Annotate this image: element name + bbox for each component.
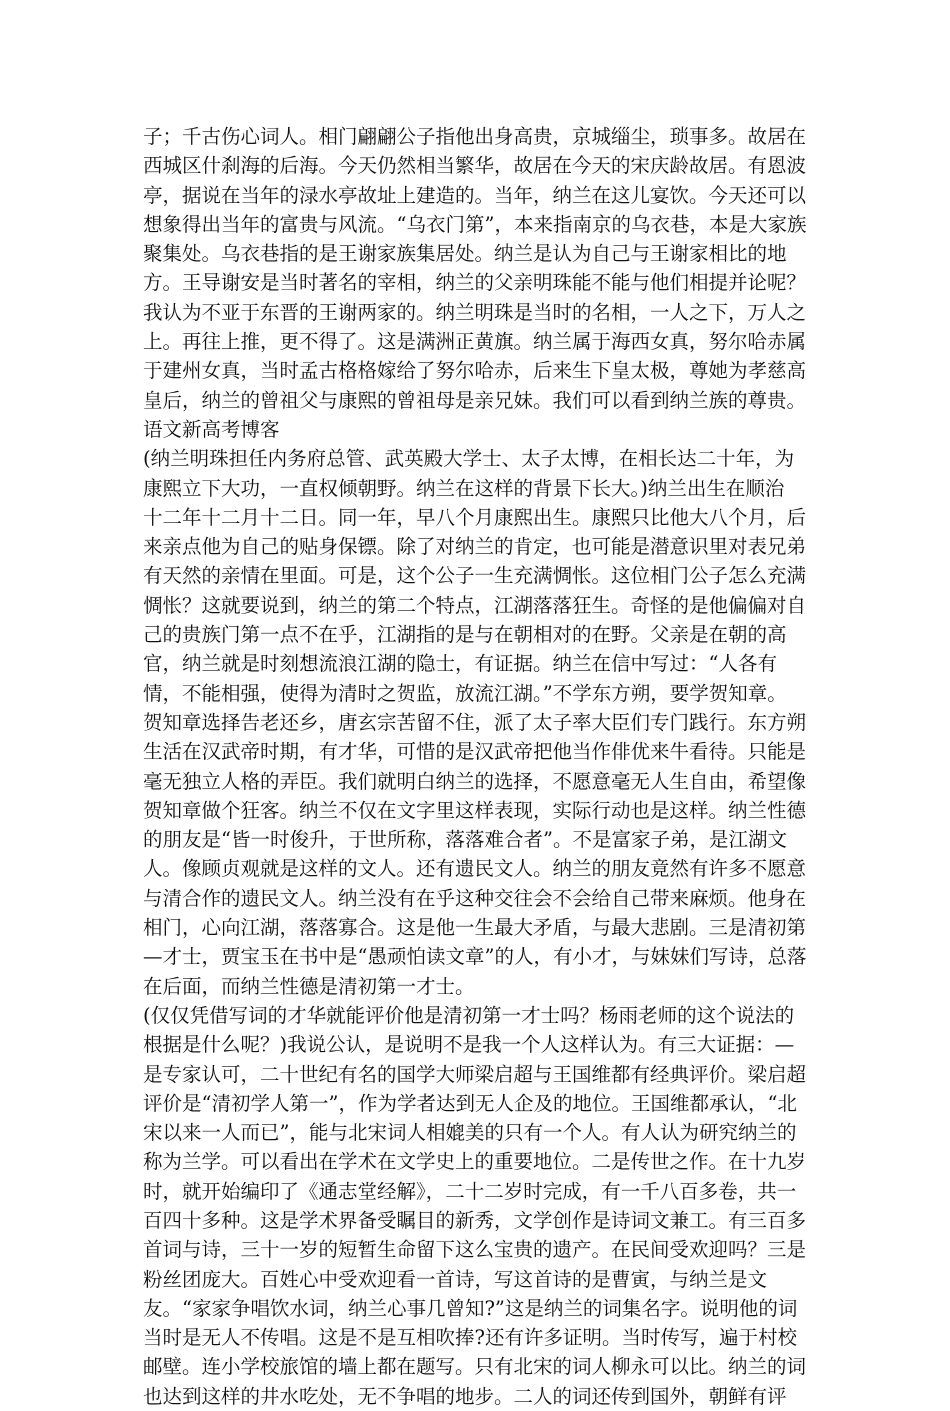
- text-line: 康熙立下大功，一直权倾朝野。纳兰在这样的背景下长大。)纳兰出生在顺治: [143, 476, 785, 500]
- text-line: 子；千古伤心词人。相门翩翩公子指他出身高贵，京城缁尘，琐事多。故居在: [143, 125, 807, 148]
- document-page: [143, 122, 807, 1411]
- text-line: 西城区什刹海的后海。今天仍然相当繁华，故居在今天的宋庆龄故居。有恩波: [143, 154, 807, 178]
- text-line: 方。王导谢安是当时著名的宰相，纳兰的父亲明珠能不能与他们相提并论呢？: [143, 271, 807, 295]
- text-line: 情，不能相强，使得为清时之贺监，放流江湖。”不学东方朔，要学贺知章。: [143, 681, 787, 705]
- text-line: 百四十多种。这是学术界备受瞩目的新秀，文学创作是诗词文兼工。有三百多: [143, 1208, 807, 1232]
- text-line: 宋以来一人而已”，能与北宋词人相媲美的只有一个人。有人认为研究纳兰的: [143, 1121, 797, 1145]
- text-line: 在后面，而纳兰性德是清初第一才士。: [143, 974, 475, 998]
- text-line: 是专家认可，二十世纪有名的国学大师梁启超与王国维都有经典评价。梁启超: [143, 1062, 807, 1086]
- text-line: 邮壁。连小学校旅馆的墙上都在题写。只有北宋的词人柳永可以比。纳兰的词: [143, 1355, 807, 1379]
- text-line: 官，纳兰就是时刻想流浪江湖的隐士，有证据。纳兰在信中写过：“人各有: [143, 652, 777, 676]
- text-line: 评价是“清初学人第一”，作为学者达到无人企及的地位。王国维都承认，“北: [143, 1091, 797, 1115]
- text-line: 来亲点他为自己的贴身保镖。除了对纳兰的肯定，也可能是潜意识里对表兄弟: [143, 535, 807, 559]
- text-line: 也达到这样的井水吃处，无不争唱的地步。二人的词还传到国外，朝鲜有评: [143, 1384, 787, 1408]
- text-line: 聚集处。乌衣巷指的是王谢家族集居处。纳兰是认为自己与王谢家相比的地: [143, 242, 787, 266]
- text-line: 惆怅？这就要说到，纳兰的第二个特点，江湖落落狂生。奇怪的是他偏偏对自: [143, 593, 807, 617]
- text-line: 贺知章选择告老还乡，唐玄宗苦留不住，派了太子率大臣们专门践行。东方朔: [143, 710, 807, 734]
- text-line: 当时是无人不传唱。这是不是互相吹捧?还有许多证明。当时传写，遍于村校: [143, 1326, 797, 1350]
- text-line: 贺知章做个狂客。纳兰不仅在文字里这样表现，实际行动也是这样。纳兰性德: [143, 798, 807, 822]
- text-line: 首词与诗，三十一岁的短暂生命留下这么宝贵的遗产。在民间受欢迎吗？三是: [143, 1238, 807, 1262]
- text-line: 有天然的亲情在里面。可是，这个公子一生充满惆怅。这位相门公子怎么充满: [143, 564, 807, 588]
- text-line: 的朋友是“皆一时俊升，于世所称，落落难合者”。不是富家子弟，是江湖文: [143, 828, 787, 852]
- text-line: 上。再往上推，更不得了。这是满洲正黄旗。纳兰属于海西女真，努尔哈赤属: [143, 330, 807, 354]
- text-line: 亭，据说在当年的渌水亭故址上建造的。当年，纳兰在这儿宴饮。今天还可以: [143, 183, 807, 207]
- text-line: 生活在汉武帝时期，有才华，可惜的是汉武帝把他当作俳优来牛看待。只能是: [143, 740, 807, 764]
- text-line: —才士，贾宝玉在书中是“愚顽怕读文章”的人，有小才，与妹妹们写诗，总落: [143, 945, 807, 969]
- text-line: 十二年十二月十二日。同一年，早八个月康熙出生。康熙只比他大八个月，后: [143, 505, 807, 529]
- text-line: 我认为不亚于东晋的王谢两家的。纳兰明珠是当时的名相，一人之下，万人之: [143, 300, 807, 324]
- text-line: (仅仅凭借写词的才华就能评价他是清初第一才士吗？杨雨老师的这个说法的: [143, 1003, 795, 1027]
- text-line: 己的贵族门第一点不在乎，江湖指的是与在朝相对的在野。父亲是在朝的高: [143, 623, 787, 647]
- text-line: 想象得出当年的富贵与风流。“乌衣门第”，本来指南京的乌衣巷，本是大家族: [143, 212, 807, 236]
- text-line: 与清合作的遗民文人。纳兰没有在乎这种交往会不会给自己带来麻烦。他身在: [143, 886, 807, 910]
- text-line: (纳兰明珠担任内务府总管、武英殿大学士、太子太博，在相长达二十年，为: [143, 447, 795, 471]
- text-line: 相门，心向江湖，落落寡合。这是他一生最大矛盾，与最大悲剧。三是清初第: [143, 916, 807, 940]
- text-line: 语文新高考博客: [143, 417, 280, 441]
- text-line: 于建州女真，当时孟古格格嫁给了努尔哈赤，后来生下皇太极，尊她为孝慈高: [143, 359, 807, 383]
- text-line: 毫无独立人格的弄臣。我们就明白纳兰的选择，不愿意毫无人生自由，希望像: [143, 769, 807, 793]
- text-line: 粉丝团庞大。百姓心中受欢迎看一首诗，写这首诗的是曹寅，与纳兰是文: [143, 1267, 768, 1291]
- text-line: 人。像顾贞观就是这样的文人。还有遗民文人。纳兰的朋友竟然有许多不愿意: [143, 857, 807, 881]
- text-line: 皇后，纳兰的曾祖父与康熙的曾祖母是亲兄妹。我们可以看到纳兰族的尊贵。: [143, 388, 807, 412]
- text-line: 友。“家家争唱饮水词，纳兰心事几曾知?”这是纳兰的词集名字。说明他的词: [143, 1296, 798, 1320]
- text-line: 时，就开始编印了《通志堂经解》，二十二岁时完成，有一千八百多卷，共一: [143, 1179, 797, 1203]
- text-line: 根据是什么呢？)我说公认，是说明不是我一个人这样认为。有三大证据：—: [143, 1033, 795, 1057]
- text-line: 称为兰学。可以看出在学术在文学史上的重要地位。二是传世之作。在十九岁: [143, 1150, 807, 1174]
